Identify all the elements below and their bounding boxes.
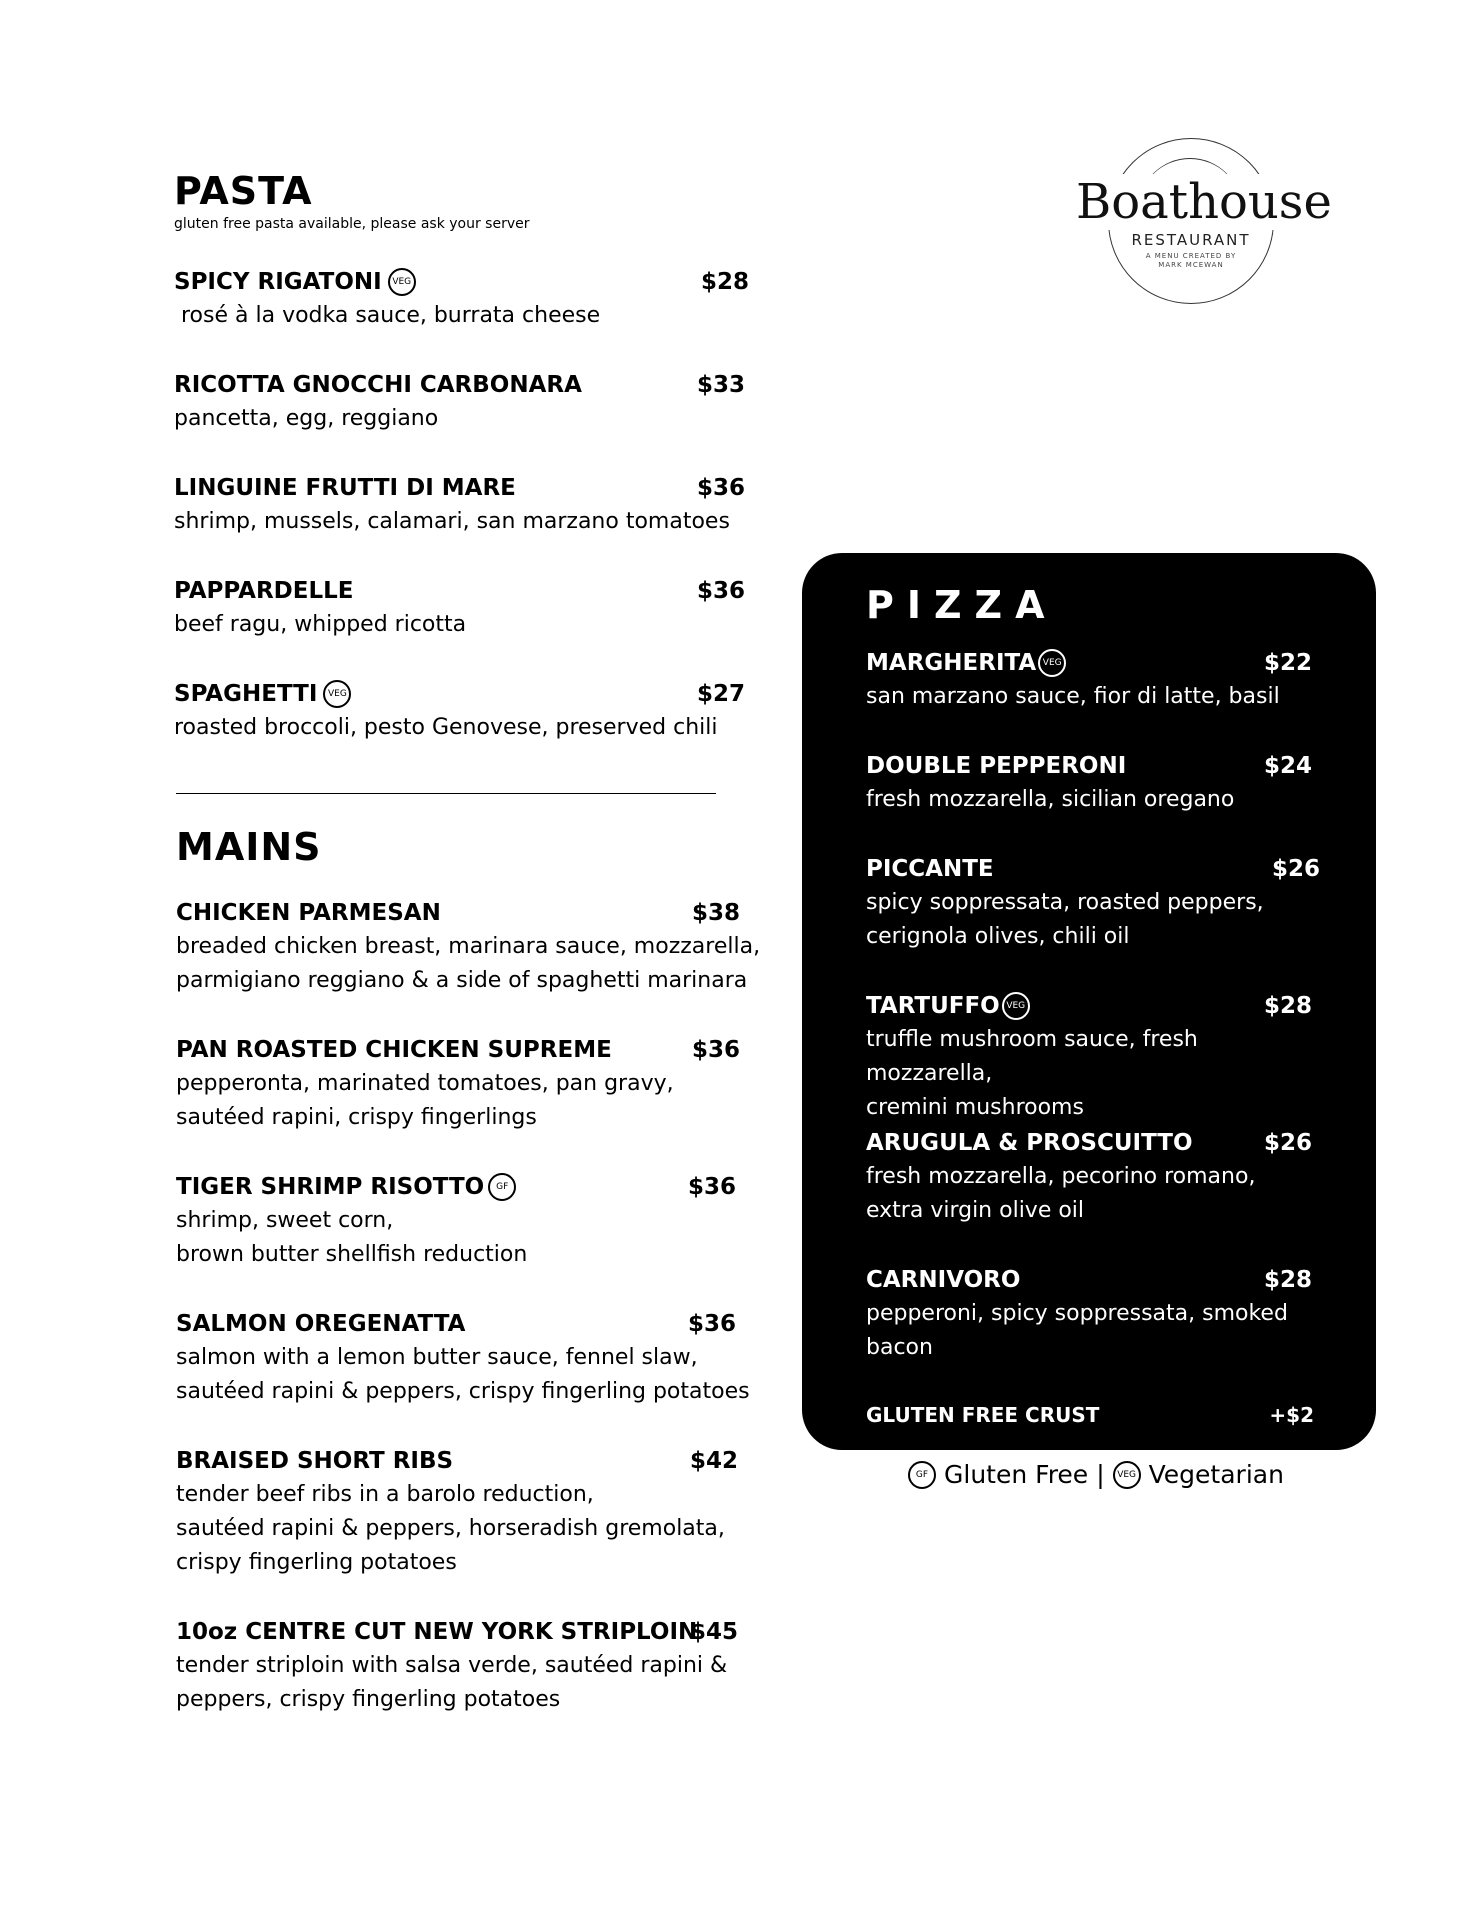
item-name: PAN ROASTED CHICKEN SUPREME xyxy=(176,1037,612,1063)
item-description: bacon xyxy=(866,1335,933,1360)
item-description: san marzano sauce, fior di latte, basil xyxy=(866,684,1280,709)
gluten-free-icon: GF xyxy=(488,1173,516,1201)
item-price: $36 xyxy=(688,1174,737,1200)
pasta-heading: PASTA xyxy=(174,169,313,213)
item-name: DOUBLE PEPPERONI xyxy=(866,753,1127,779)
item-description: roasted broccoli, pesto Genovese, preserved chili xyxy=(174,715,718,740)
item-price: $28 xyxy=(701,269,750,295)
menu-item xyxy=(866,852,1320,954)
item-name: ARUGULA & PROSCUITTO xyxy=(866,1130,1193,1156)
item-description: cerignola olives, chili oil xyxy=(866,924,1130,949)
menu-item xyxy=(866,1263,1312,1365)
item-name: RICOTTA GNOCCHI CARBONARA xyxy=(174,372,582,398)
item-price: $22 xyxy=(1263,650,1312,676)
vegetarian-icon: VEG xyxy=(1113,1461,1141,1489)
item-name: LINGUINE FRUTTI DI MARE xyxy=(174,475,516,501)
menu-item xyxy=(176,1033,766,1135)
menu-item xyxy=(174,471,764,539)
item-price: $36 xyxy=(692,1037,741,1063)
item-price: $36 xyxy=(688,1311,737,1337)
pizza-heading: PIZZA xyxy=(866,583,1058,627)
item-price: $28 xyxy=(1263,1267,1312,1293)
item-name-text: MARGHERITA xyxy=(866,650,1037,676)
item-description: breaded chicken breast, marinara sauce, mozzarella, xyxy=(176,934,761,959)
item-description: sautéed rapini & peppers, horseradish gremolata, xyxy=(176,1516,725,1541)
item-description: tender striploin with salsa verde, sautéed rapini & xyxy=(176,1653,728,1678)
mains-heading: MAINS xyxy=(176,825,322,869)
menu-item xyxy=(866,749,1312,817)
item-name-text: TIGER SHRIMP RISOTTO xyxy=(176,1174,485,1200)
item-name: 10oz CENTRE CUT NEW YORK STRIPLOIN xyxy=(176,1619,698,1645)
item-description: spicy soppressata, roasted peppers, xyxy=(866,890,1264,915)
item-name-text: SPICY RIGATONI xyxy=(174,269,382,295)
item-price: $26 xyxy=(1263,1130,1312,1156)
item-price: $26 xyxy=(1271,856,1320,882)
item-description: sautéed rapini, crispy fingerlings xyxy=(176,1105,537,1130)
menu-item xyxy=(866,1126,1312,1228)
item-name: CARNIVORO xyxy=(866,1267,1021,1293)
item-name: PICCANTE xyxy=(866,856,994,882)
item-description: pepperoni, spicy soppressata, smoked xyxy=(866,1301,1288,1326)
item-price: $36 xyxy=(697,578,746,604)
item-description: parmigiano reggiano & a side of spaghetti marinara xyxy=(176,968,748,993)
item-description: brown butter shellfish reduction xyxy=(176,1242,528,1267)
item-price: $28 xyxy=(1263,993,1312,1019)
menu-item xyxy=(174,677,764,745)
item-name xyxy=(866,646,1312,680)
item-description: beef ragu, whipped ricotta xyxy=(174,612,467,637)
menu-item xyxy=(174,368,764,436)
legend-separator: | xyxy=(1096,1460,1105,1489)
restaurant-logo xyxy=(1076,138,1332,308)
vegetarian-icon: VEG xyxy=(323,680,351,708)
vegetarian-icon: VEG xyxy=(388,268,416,296)
menu-item xyxy=(176,1307,766,1409)
extra-name: GLUTEN FREE CRUST xyxy=(866,1403,1100,1427)
item-description: salmon with a lemon butter sauce, fennel slaw, xyxy=(176,1345,698,1370)
item-description: pepperonta, marinated tomatoes, pan gravy, xyxy=(176,1071,674,1096)
item-description: extra virgin olive oil xyxy=(866,1198,1085,1223)
item-price: $33 xyxy=(697,372,746,398)
menu-item xyxy=(176,1444,766,1580)
extra-price: +$2 xyxy=(1269,1403,1314,1427)
menu-item xyxy=(176,1170,766,1272)
logo-credit-line: A MENU CREATED BY xyxy=(1145,252,1237,260)
item-price: $45 xyxy=(690,1619,739,1645)
item-description: pancetta, egg, reggiano xyxy=(174,406,439,431)
item-price: $38 xyxy=(692,900,741,926)
pizza-panel xyxy=(802,553,1376,1450)
menu-item xyxy=(176,896,766,998)
item-description: shrimp, sweet corn, xyxy=(176,1208,394,1233)
item-name: BRAISED SHORT RIBS xyxy=(176,1448,454,1474)
item-price: $42 xyxy=(690,1448,739,1474)
item-name xyxy=(174,677,764,711)
item-name xyxy=(866,989,1312,1023)
item-price: $24 xyxy=(1263,753,1312,779)
item-name-text: SPAGHETTI xyxy=(174,681,318,707)
logo-name: Boathouse xyxy=(1076,174,1332,230)
item-name: PAPPARDELLE xyxy=(174,578,354,604)
item-description: fresh mozzarella, pecorino romano, xyxy=(866,1164,1256,1189)
legend-vegetarian-label: Vegetarian xyxy=(1148,1460,1284,1489)
item-description: fresh mozzarella, sicilian oregano xyxy=(866,787,1235,812)
gluten-free-icon: GF xyxy=(908,1461,936,1489)
item-description: peppers, crispy fingerling potatoes xyxy=(176,1687,561,1712)
item-description: crispy fingerling potatoes xyxy=(176,1550,457,1575)
vegetarian-icon: VEG xyxy=(1002,992,1030,1020)
logo-subtitle: RESTAURANT xyxy=(1131,231,1251,249)
item-description: truffle mushroom sauce, fresh mozzarella, xyxy=(866,1027,1198,1086)
item-description: sautéed rapini & peppers, crispy fingerling potatoes xyxy=(176,1379,750,1404)
item-description: tender beef ribs in a barolo reduction, xyxy=(176,1482,594,1507)
menu-item xyxy=(174,574,764,642)
item-description: cremini mushrooms xyxy=(866,1095,1084,1120)
item-price: $36 xyxy=(697,475,746,501)
gluten-free-crust-option xyxy=(866,1401,1314,1429)
section-divider xyxy=(176,793,716,794)
item-description: rosé à la vodka sauce, burrata cheese xyxy=(174,303,601,328)
dietary-legend xyxy=(908,1458,1284,1492)
item-price: $27 xyxy=(697,681,746,707)
item-description: shrimp, mussels, calamari, san marzano tomatoes xyxy=(174,509,730,534)
item-name: CHICKEN PARMESAN xyxy=(176,900,441,926)
menu-item xyxy=(174,265,764,333)
menu-item xyxy=(866,646,1312,714)
item-name: SALMON OREGENATTA xyxy=(176,1311,466,1337)
logo-credit-line: MARK MCEWAN xyxy=(1158,261,1224,269)
vegetarian-icon: VEG xyxy=(1038,649,1066,677)
pasta-note: gluten free pasta available, please ask your server xyxy=(174,216,530,232)
menu-item xyxy=(866,989,1312,1125)
item-name xyxy=(176,1170,766,1204)
item-name-text: TARTUFFO xyxy=(866,993,1000,1019)
logo-credit xyxy=(1080,252,1302,270)
item-name xyxy=(174,265,764,299)
legend-gluten-free-label: Gluten Free xyxy=(944,1460,1089,1489)
menu-item xyxy=(176,1615,776,1717)
